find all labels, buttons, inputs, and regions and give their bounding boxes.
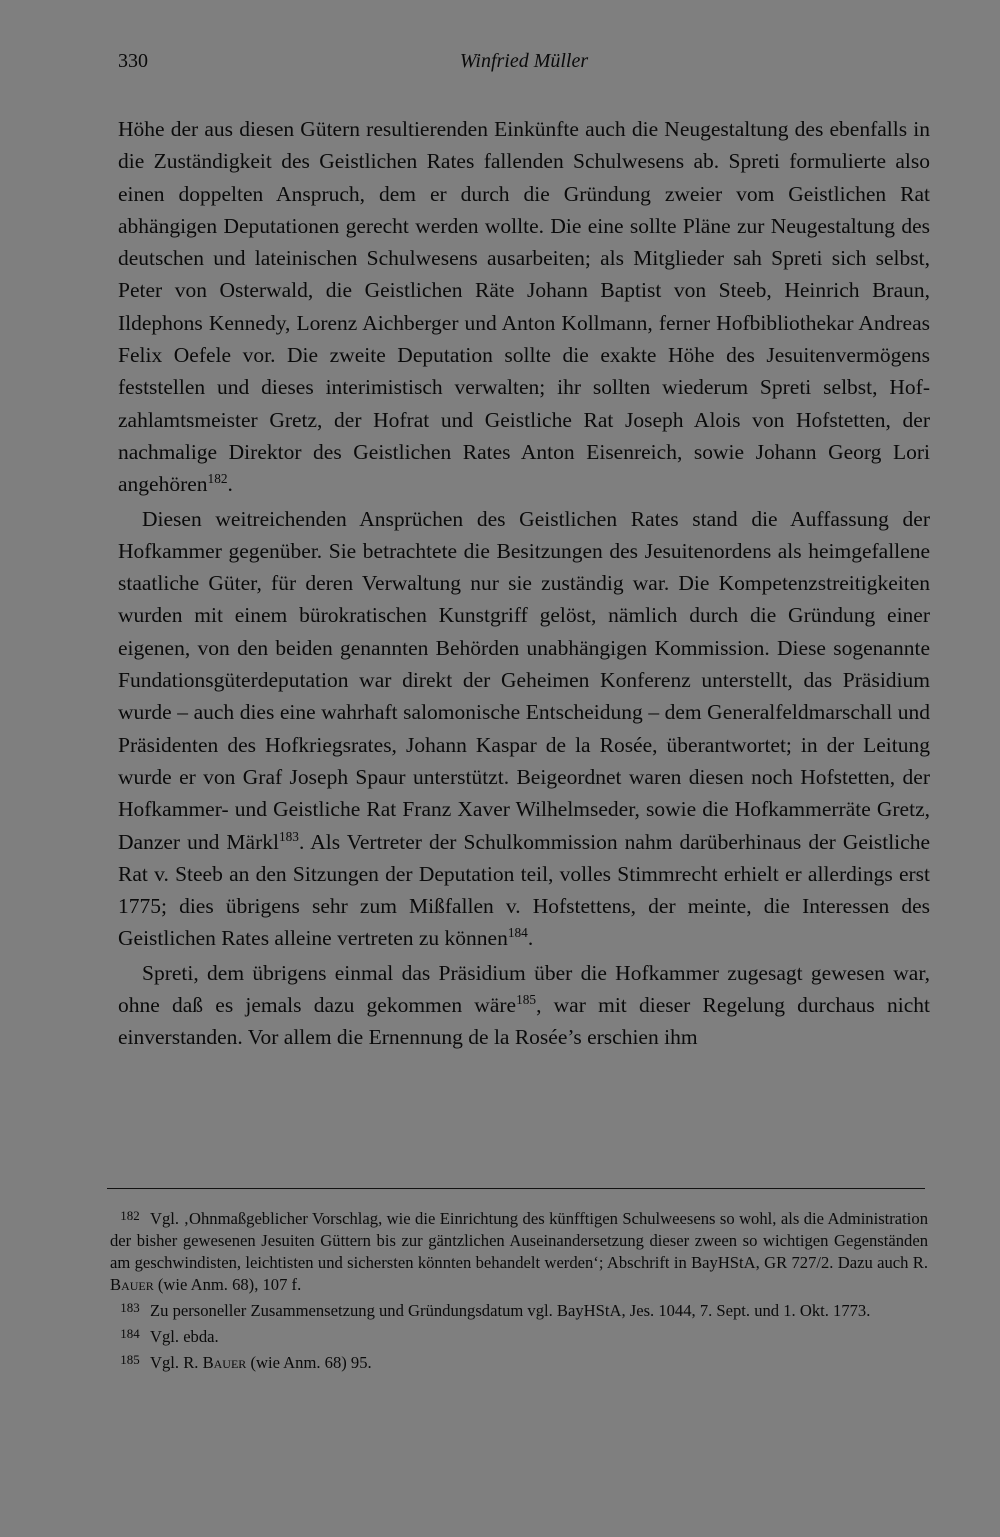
footnote-number: 183 bbox=[120, 1300, 140, 1315]
page-header bbox=[118, 50, 930, 84]
footnote-ref-182[interactable]: 182 bbox=[207, 471, 228, 487]
paragraph-2 bbox=[118, 503, 930, 955]
footnote-text: Vgl. R. bbox=[150, 1353, 203, 1372]
paragraph-3-text-b: , war mit dieser Regelung durchaus nicht einverstanden. Vor allem die Ernennung de la Rosée’s erschien ihm bbox=[118, 993, 930, 1050]
footnote-author: Bauer bbox=[110, 1275, 154, 1294]
footnote-183 bbox=[110, 1297, 928, 1322]
page-number: 330 bbox=[118, 50, 148, 72]
footnote-text: Vgl. ebda. bbox=[150, 1327, 219, 1346]
footnotes bbox=[110, 1205, 928, 1375]
paragraph-1-text: Höhe der aus diesen Gütern resultierenden Einkünfte auch die Neugestaltung des ebenfalls in die Zuständigkeit des Geistlichen Rates fallenden Schulwesens ab. Spreti formulierte also einen doppelten Anspruch, dem er durch die Gründung zweier vom Geistlichen Rat abhängigen Deputationen gerecht werden wollte. Die eine sollte Pläne zur Neugestaltung des deutschen und lateinischen Schulwesens ausarbeiten; als Mitglieder sah Spreti sich selbst, Peter von Osterwald, die Geistlichen Räte Johann Baptist von Steeb, Heinrich Braun, Ildephons Kennedy, Lorenz Aichberger und Anton Kollmann, ferner Hofbibliothekar Andreas Felix Oefele vor. Die zweite Deputation sollte die exakte Höhe des Jesuitenvermögens feststellen und dieses interimistisch verwalten; ihr sollten wiederum Spreti selbst, Hofzahlamtsmeister Gretz, der Hofrat und Geistliche Rat Joseph Alois von Hofstetten, der nachmalige Direktor des Geistlichen Rates Anton Eisenreich, sowie Johann Georg Lori angehören bbox=[118, 117, 930, 497]
running-head: Winfried Müller bbox=[459, 50, 589, 72]
footnote-184 bbox=[110, 1323, 928, 1348]
main-text bbox=[118, 113, 930, 1054]
footnote-ref-184[interactable]: 184 bbox=[507, 925, 528, 941]
paragraph-2-text-b: . Als Vertreter der Schulkommission nahm darüberhinaus der Geistliche Rat v. Steeb an den Sitzungen der Deputation teil, volles Stimmrecht erhielt er allerdings erst 1775; dies übrigens sehr zum Mißfallen v. Hofstettens, der meinte, die Interessen des Geistlichen Rates alleine vertreten zu können bbox=[118, 829, 930, 951]
paragraph-2-end: . bbox=[527, 926, 534, 951]
footnote-182 bbox=[110, 1205, 928, 1296]
paragraph-1 bbox=[118, 113, 930, 501]
footnote-number: 184 bbox=[120, 1326, 140, 1341]
paragraph-3-text-a: Spreti, dem übrigens einmal das Präsidium über die Hofkammer zugesagt gewesen war, ohne daß es jemals dazu gekommen wäre bbox=[118, 960, 930, 1018]
paragraph-1-end: . bbox=[227, 472, 233, 497]
footnote-ref-185[interactable]: 185 bbox=[516, 991, 537, 1007]
paragraph-2-text-a: Diesen weitreichenden Ansprüchen des Geistlichen Rates stand die Auffassung der Hofkammer gegenüber. Sie betrachtete die Besitzungen des Jesuitenordens als heimgefallene staatliche Güter, für deren Verwaltung nur sie zuständig war. Die Kompetenzstreitigkeiten wurden mit einem bürokratischen Kunstgriff gelöst, nämlich durch die Gründung einer eigenen, von den beiden genannten Behörden unabhängigen Kommission. Diese sogenannte Fundationsgüterdeputation war direkt der Geheimen Konferenz unterstellt, das Präsidium wurde – auch dies eine wahrhaft salomonische Entscheidung – dem Generalfeldmarschall und Präsidenten des Hofkriegsrates, Johann Kaspar de la Rosée, überantwortet; in der Leitung wurde er von Graf Joseph Spaur unterstützt. Beigeordnet waren diesen noch Hofstetten, der Hofkammer- und Geistliche Rat Franz Xaver Wilhelmseder, sowie die Hofkammerräte Gretz, Danzer und Märkl bbox=[118, 506, 930, 854]
footnote-tail: (wie Anm. 68) 95. bbox=[246, 1353, 372, 1372]
footnote-number: 182 bbox=[120, 1208, 140, 1223]
footnote-author: Bauer bbox=[202, 1353, 247, 1372]
footnote-ref-183[interactable]: 183 bbox=[278, 828, 299, 844]
footnote-number: 185 bbox=[120, 1352, 140, 1367]
footnote-185 bbox=[110, 1349, 928, 1374]
footnote-text: Zu personeller Zusammensetzung und Gründungsdatum vgl. BayHStA, Jes. 1044, 7. Sept. und 1. Okt. 1773. bbox=[150, 1301, 871, 1320]
footnote-text: Vgl. ‚Ohnmaßgeblicher Vorschlag, wie die Einrichtung des künfftigen Schulweesens so wohl, als die Administration der bisher gewesenen Jesuiten Güttern bis zur gäntzlichen Auseinandersetzung dieser zween so wichtigen Gegenständen am geschwindisten, leichtisten und sichersten könnten behandelt werden‘; Abschrift in BayHStA, GR 727/2. Dazu auch R. bbox=[110, 1209, 928, 1272]
footnote-separator bbox=[107, 1188, 925, 1189]
paragraph-3 bbox=[118, 957, 930, 1054]
footnote-tail: (wie Anm. 68), 107 f. bbox=[153, 1275, 302, 1294]
